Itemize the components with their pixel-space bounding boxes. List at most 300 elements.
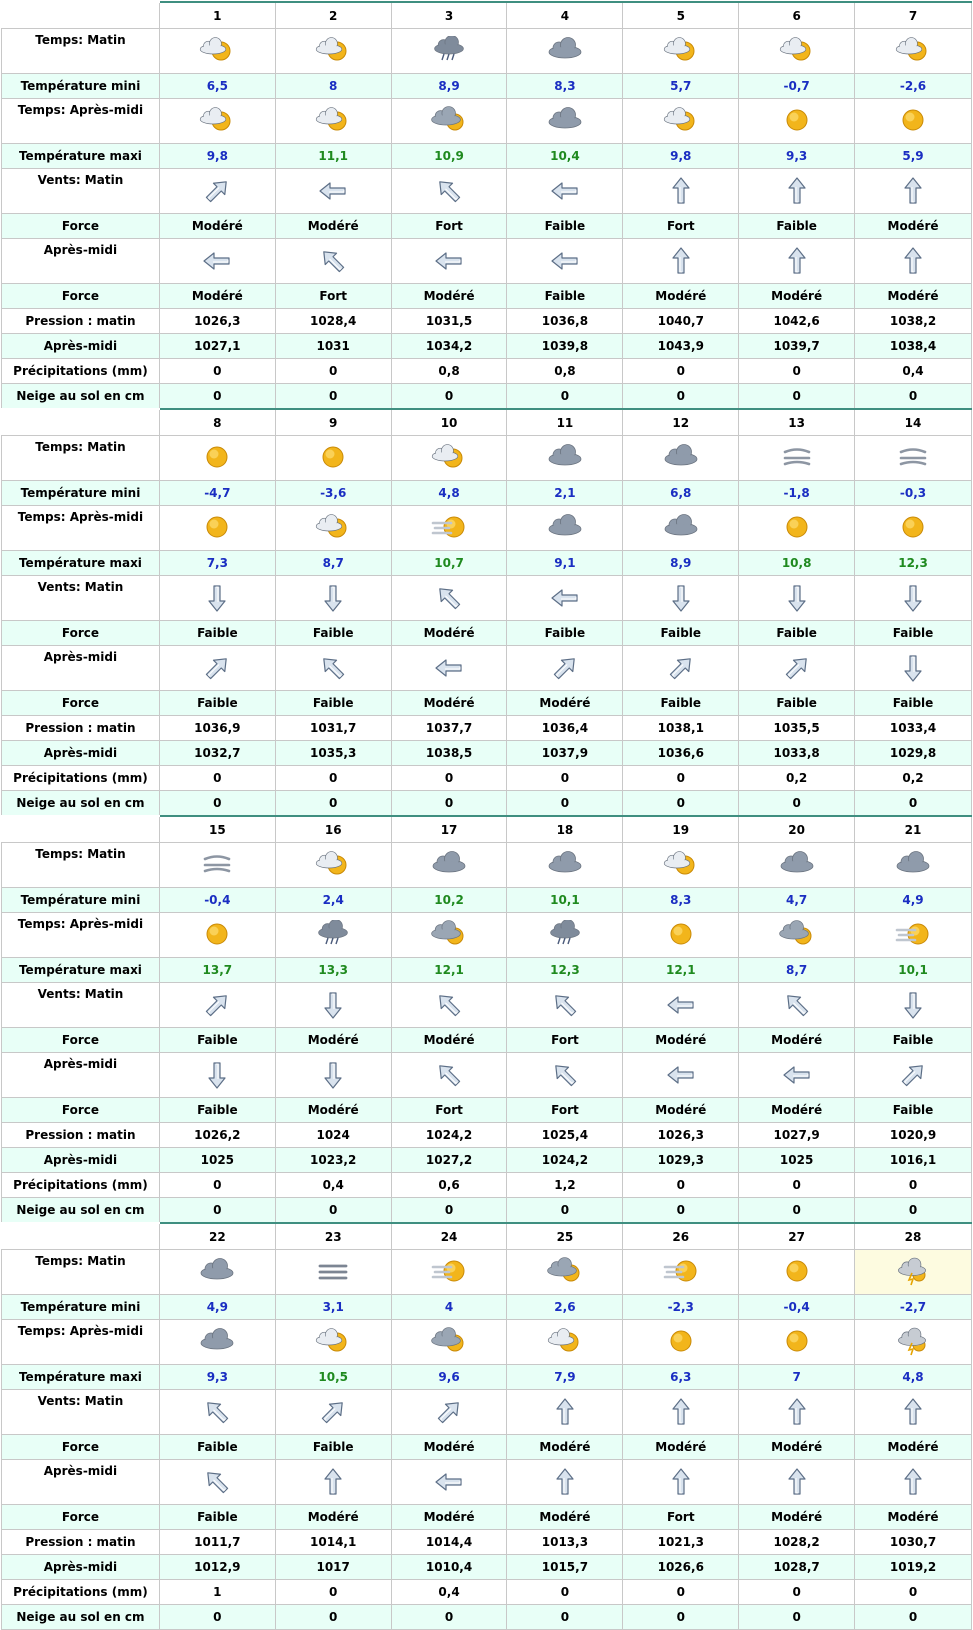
morning-pressure-row [2,1123,972,1148]
row-label: Température mini [2,74,160,99]
precipitation-value: 0 [739,359,855,384]
partly-cloudy-weather-icon [275,843,391,888]
partly-cloudy-weather-icon [855,29,972,74]
morning-wind-row [2,576,972,621]
precipitation-value: 0 [159,1173,275,1198]
day-number: 17 [391,816,507,843]
snow-value: 0 [159,1605,275,1630]
row-label: Après-midi [2,741,160,766]
afternoon-force-row [2,1098,972,1123]
day-number: 9 [275,409,391,436]
pressure-value: 1017 [275,1555,391,1580]
row-label: Température maxi [2,144,160,169]
pressure-value: 1025 [159,1148,275,1173]
snow-value: 0 [159,384,275,410]
sunny-weather-icon [623,1320,739,1365]
pressure-value: 1031 [275,334,391,359]
row-label: Force [2,1435,160,1460]
sunny-weather-icon [739,506,855,551]
pressure-value: 1021,3 [623,1530,739,1555]
max-temp-value: 9,6 [391,1365,507,1390]
snow-value: 0 [507,791,623,817]
wind-arrow-sw-icon [507,1053,623,1098]
wind-force-value: Modéré [739,1028,855,1053]
corner-cell [2,1223,160,1250]
pressure-value: 1040,7 [623,309,739,334]
snow-value: 0 [855,791,972,817]
max-temp-value: 11,1 [275,144,391,169]
afternoon-force-row [2,691,972,716]
precipitation-value: 0 [623,1173,739,1198]
mostly-cloudy-weather-icon [391,1320,507,1365]
wind-arrow-n-icon [507,1390,623,1435]
max-temp-row [2,1365,972,1390]
precipitation-value: 0,4 [391,1580,507,1605]
wind-force-value: Faible [507,284,623,309]
day-number: 3 [391,2,507,29]
mostly-cloudy-weather-icon [507,1250,623,1295]
wind-force-value: Modéré [623,1435,739,1460]
precipitation-row [2,766,972,791]
day-number: 11 [507,409,623,436]
partly-cloudy-weather-icon [275,506,391,551]
min-temp-value: 2,1 [507,481,623,506]
day-number: 27 [739,1223,855,1250]
pressure-value: 1036,4 [507,716,623,741]
wind-force-value: Faible [855,1028,972,1053]
sunny-weather-icon [739,1320,855,1365]
precipitation-value: 0,6 [391,1173,507,1198]
partly-cloudy-weather-icon [623,843,739,888]
row-label: Temps: Matin [2,843,160,888]
row-label: Après-midi [2,239,160,284]
row-label: Pression : matin [2,309,160,334]
afternoon-pressure-row [2,741,972,766]
min-temp-row [2,74,972,99]
cloudy-weather-icon [507,506,623,551]
corner-cell [2,2,160,29]
row-label: Pression : matin [2,716,160,741]
wind-arrow-nw-icon [159,169,275,214]
day-number: 25 [507,1223,623,1250]
precipitation-value: 0,2 [739,766,855,791]
wind-force-value: Faible [159,1435,275,1460]
cloudy-weather-icon [507,99,623,144]
wind-force-value: Faible [739,214,855,239]
wind-arrow-sw-icon [391,983,507,1028]
pressure-value: 1038,2 [855,309,972,334]
wind-arrow-nw-icon [507,646,623,691]
snow-value: 0 [275,791,391,817]
wind-arrow-n-icon [739,169,855,214]
snow-row [2,1198,972,1224]
snow-value: 0 [159,791,275,817]
row-label: Après-midi [2,1148,160,1173]
day-number: 23 [275,1223,391,1250]
min-temp-value: 8 [275,74,391,99]
row-label: Température mini [2,888,160,913]
max-temp-value: 10,7 [391,551,507,576]
day-number: 8 [159,409,275,436]
pressure-value: 1028,2 [739,1530,855,1555]
partly-cloudy-weather-icon [391,436,507,481]
precipitation-row [2,1173,972,1198]
wind-arrow-sw-icon [391,576,507,621]
snow-value: 0 [855,1605,972,1630]
wind-force-value: Modéré [855,1435,972,1460]
row-label: Après-midi [2,334,160,359]
cloudy-weather-icon [159,1250,275,1295]
sun-haze-weather-icon [391,506,507,551]
max-temp-value: 9,8 [159,144,275,169]
snow-value: 0 [275,384,391,410]
pressure-value: 1043,9 [623,334,739,359]
snow-value: 0 [275,1605,391,1630]
wind-force-value: Modéré [855,284,972,309]
wind-arrow-sw-icon [391,169,507,214]
wind-arrow-n-icon [855,1390,972,1435]
afternoon-weather-row [2,99,972,144]
precipitation-value: 0 [623,1580,739,1605]
snow-value: 0 [739,1198,855,1224]
afternoon-force-row [2,1505,972,1530]
row-label: Pression : matin [2,1530,160,1555]
max-temp-value: 10,9 [391,144,507,169]
precipitation-row [2,1580,972,1605]
wind-force-value: Faible [623,621,739,646]
pressure-value: 1014,4 [391,1530,507,1555]
row-label: Température maxi [2,958,160,983]
wind-force-value: Modéré [391,621,507,646]
min-temp-value: 6,5 [159,74,275,99]
wind-force-value: Faible [507,621,623,646]
afternoon-force-row [2,284,972,309]
max-temp-value: 6,3 [623,1365,739,1390]
snow-value: 0 [855,384,972,410]
wind-force-value: Fort [391,1098,507,1123]
wind-force-value: Modéré [159,284,275,309]
snow-value: 0 [507,384,623,410]
pressure-value: 1038,5 [391,741,507,766]
min-temp-value: 10,2 [391,888,507,913]
pressure-value: 1028,4 [275,309,391,334]
wind-force-value: Modéré [739,1505,855,1530]
pressure-value: 1034,2 [391,334,507,359]
morning-pressure-row [2,716,972,741]
min-temp-value: 8,3 [623,888,739,913]
snow-value: 0 [739,791,855,817]
snow-value: 0 [623,1605,739,1630]
wind-arrow-w-icon [507,169,623,214]
row-label: Temps: Matin [2,1250,160,1295]
precipitation-value: 0 [159,359,275,384]
pressure-value: 1028,7 [739,1555,855,1580]
wind-arrow-n-icon [855,239,972,284]
pressure-value: 1031,5 [391,309,507,334]
wind-arrow-s-icon [739,576,855,621]
min-temp-value: 6,8 [623,481,739,506]
wind-arrow-n-icon [623,169,739,214]
wind-force-value: Fort [507,1028,623,1053]
afternoon-pressure-row [2,1555,972,1580]
row-label: Temps: Après-midi [2,506,160,551]
afternoon-weather-row [2,1320,972,1365]
wind-force-value: Modéré [855,1505,972,1530]
wind-arrow-s-icon [159,1053,275,1098]
day-number: 2 [275,2,391,29]
wind-arrow-n-icon [739,1390,855,1435]
wind-force-value: Modéré [159,214,275,239]
storm-weather-icon [855,1320,972,1365]
day-number: 1 [159,2,275,29]
mostly-cloudy-weather-icon [391,913,507,958]
wind-arrow-s-icon [275,576,391,621]
snow-row [2,1605,972,1630]
precipitation-value: 0 [739,1173,855,1198]
wind-arrow-s-icon [275,1053,391,1098]
morning-weather-row [2,843,972,888]
snow-value: 0 [623,791,739,817]
pressure-value: 1026,3 [159,309,275,334]
min-temp-value: 4 [391,1295,507,1320]
cloudy-weather-icon [159,1320,275,1365]
wind-arrow-se-icon [739,646,855,691]
wind-arrow-w-icon [507,576,623,621]
wind-force-value: Faible [739,691,855,716]
min-temp-value: 8,9 [391,74,507,99]
wind-arrow-se-icon [275,1390,391,1435]
pressure-value: 1027,1 [159,334,275,359]
precipitation-value: 0,8 [391,359,507,384]
rain-weather-icon [275,913,391,958]
snow-value: 0 [391,791,507,817]
snow-value: 0 [159,1198,275,1224]
pressure-value: 1035,5 [739,716,855,741]
wind-force-value: Faible [739,621,855,646]
wind-force-value: Modéré [391,1435,507,1460]
snow-value: 0 [507,1605,623,1630]
day-header-row [2,816,972,843]
wind-force-value: Modéré [507,691,623,716]
max-temp-value: 8,7 [739,958,855,983]
wind-force-value: Modéré [507,1435,623,1460]
max-temp-value: 13,7 [159,958,275,983]
min-temp-value: -0,3 [855,481,972,506]
precipitation-value: 0,2 [855,766,972,791]
snow-value: 0 [507,1198,623,1224]
wind-force-value: Modéré [275,1098,391,1123]
row-label: Précipitations (mm) [2,1580,160,1605]
day-number: 12 [623,409,739,436]
fog-weather-icon [739,436,855,481]
max-temp-row [2,551,972,576]
wind-arrow-sw-icon [159,1460,275,1505]
wind-force-value: Modéré [391,1028,507,1053]
min-temp-value: -0,4 [739,1295,855,1320]
row-label: Force [2,1098,160,1123]
precipitation-value: 0,4 [855,359,972,384]
max-temp-value: 12,1 [623,958,739,983]
day-number: 24 [391,1223,507,1250]
row-label: Vents: Matin [2,169,160,214]
pressure-value: 1037,7 [391,716,507,741]
max-temp-value: 12,3 [855,551,972,576]
min-temp-value: -0,4 [159,888,275,913]
min-temp-value: 10,1 [507,888,623,913]
wind-force-value: Modéré [855,214,972,239]
min-temp-row [2,481,972,506]
pressure-value: 1012,9 [159,1555,275,1580]
pressure-value: 1015,7 [507,1555,623,1580]
snow-value: 0 [391,1605,507,1630]
max-temp-value: 10,5 [275,1365,391,1390]
max-temp-value: 7,9 [507,1365,623,1390]
pressure-value: 1033,4 [855,716,972,741]
partly-cloudy-weather-icon [159,29,275,74]
partly-cloudy-weather-icon [507,1320,623,1365]
row-label: Après-midi [2,1555,160,1580]
day-number: 16 [275,816,391,843]
weather-table [1,1,972,1630]
min-temp-value: -4,7 [159,481,275,506]
precipitation-value: 1,2 [507,1173,623,1198]
min-temp-value: 4,8 [391,481,507,506]
max-temp-value: 13,3 [275,958,391,983]
pressure-value: 1024,2 [391,1123,507,1148]
cloudy-weather-icon [507,843,623,888]
snow-value: 0 [739,1605,855,1630]
precipitation-value: 0 [507,766,623,791]
wind-arrow-s-icon [855,646,972,691]
sunny-weather-icon [275,436,391,481]
wind-force-value: Modéré [739,1098,855,1123]
mostly-cloudy-weather-icon [391,99,507,144]
wind-force-value: Fort [623,214,739,239]
pressure-value: 1025 [739,1148,855,1173]
max-temp-value: 4,8 [855,1365,972,1390]
wind-arrow-n-icon [623,1390,739,1435]
row-label: Précipitations (mm) [2,359,160,384]
wind-force-value: Faible [855,1098,972,1123]
row-label: Température maxi [2,1365,160,1390]
max-temp-value: 9,3 [159,1365,275,1390]
row-label: Vents: Matin [2,983,160,1028]
snow-row [2,791,972,817]
cloudy-weather-icon [507,29,623,74]
row-label: Neige au sol en cm [2,1605,160,1630]
wind-force-value: Modéré [391,1505,507,1530]
wind-arrow-sw-icon [739,983,855,1028]
wind-force-value: Faible [855,691,972,716]
precipitation-value: 0 [855,1173,972,1198]
wind-force-value: Faible [855,621,972,646]
min-temp-row [2,888,972,913]
wind-force-value: Fort [391,214,507,239]
day-number: 10 [391,409,507,436]
sunny-weather-icon [739,99,855,144]
wind-force-value: Modéré [507,1505,623,1530]
wind-arrow-sw-icon [275,239,391,284]
afternoon-wind-row [2,1053,972,1098]
max-temp-value: 8,7 [275,551,391,576]
max-temp-value: 5,9 [855,144,972,169]
wind-arrow-n-icon [855,1460,972,1505]
pressure-value: 1019,2 [855,1555,972,1580]
min-temp-value: -2,7 [855,1295,972,1320]
precipitation-value: 0 [275,359,391,384]
pressure-value: 1026,3 [623,1123,739,1148]
wind-arrow-w-icon [739,1053,855,1098]
wind-arrow-s-icon [855,983,972,1028]
max-temp-value: 8,9 [623,551,739,576]
row-label: Temps: Après-midi [2,913,160,958]
storm-weather-icon [855,1250,972,1295]
precipitation-value: 0 [159,766,275,791]
min-temp-value: -2,6 [855,74,972,99]
wind-force-value: Fort [623,1505,739,1530]
wind-arrow-sw-icon [391,1053,507,1098]
day-number: 14 [855,409,972,436]
min-temp-row [2,1295,972,1320]
wind-arrow-w-icon [391,239,507,284]
sunny-weather-icon [159,913,275,958]
pressure-value: 1011,7 [159,1530,275,1555]
pressure-value: 1024 [275,1123,391,1148]
min-temp-value: -2,3 [623,1295,739,1320]
pressure-value: 1032,7 [159,741,275,766]
wind-force-value: Modéré [623,1098,739,1123]
row-label: Temps: Matin [2,29,160,74]
pressure-value: 1039,7 [739,334,855,359]
wind-force-value: Modéré [275,214,391,239]
snow-row [2,384,972,410]
wind-arrow-w-icon [391,646,507,691]
sunny-weather-icon [855,506,972,551]
afternoon-pressure-row [2,1148,972,1173]
partly-cloudy-weather-icon [623,29,739,74]
max-temp-value: 12,3 [507,958,623,983]
min-temp-value: -0,7 [739,74,855,99]
wind-arrow-w-icon [623,983,739,1028]
day-number: 6 [739,2,855,29]
wind-arrow-sw-icon [275,646,391,691]
wind-force-value: Faible [275,1435,391,1460]
morning-weather-row [2,436,972,481]
sun-haze-weather-icon [391,1250,507,1295]
pressure-value: 1036,9 [159,716,275,741]
wind-arrow-se-icon [159,983,275,1028]
min-temp-value: -1,8 [739,481,855,506]
max-temp-value: 10,1 [855,958,972,983]
wind-arrow-s-icon [855,576,972,621]
wind-arrow-sw-icon [507,983,623,1028]
day-header-row [2,1223,972,1250]
wind-arrow-w-icon [507,239,623,284]
snow-value: 0 [855,1198,972,1224]
pressure-value: 1025,4 [507,1123,623,1148]
min-temp-value: 3,1 [275,1295,391,1320]
wind-force-value: Modéré [275,1028,391,1053]
wind-force-value: Faible [159,1028,275,1053]
precipitation-value: 0,8 [507,359,623,384]
wind-arrow-w-icon [275,169,391,214]
row-label: Temps: Après-midi [2,1320,160,1365]
snow-value: 0 [739,384,855,410]
max-temp-value: 7 [739,1365,855,1390]
pressure-value: 1014,1 [275,1530,391,1555]
precipitation-value: 0 [275,766,391,791]
day-number: 19 [623,816,739,843]
